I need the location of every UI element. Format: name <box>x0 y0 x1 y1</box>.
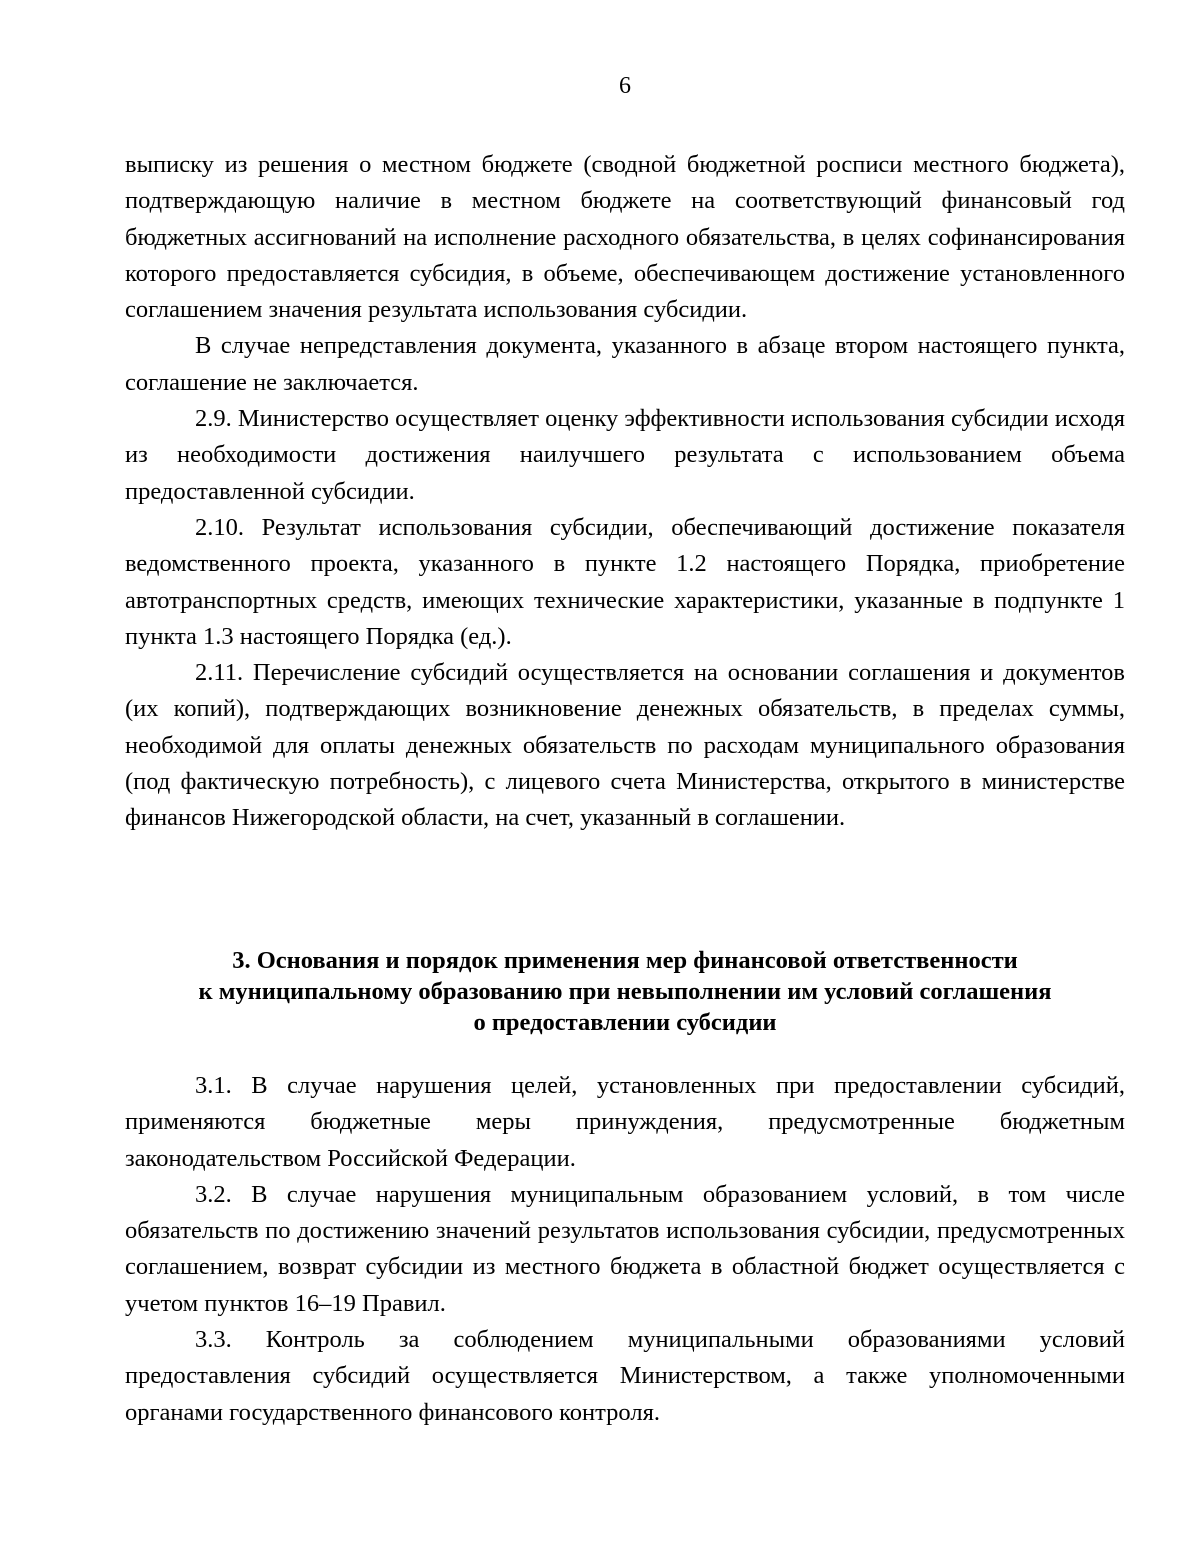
paragraph-3-1: 3.1. В случае нарушения целей, установленных при предоставлении субсидий, применяются бюджетные меры принуждения, предусмотренные бюджетным законодательством Российской Федерации. <box>125 1072 1125 1172</box>
section-2-body <box>125 147 1125 837</box>
paragraph-2-11: 2.11. Перечисление субсидий осуществляется на основании соглашения и документов (их копий), подтверждающих возникновение денежных обязательств, в пределах суммы, необходимой для оплаты денежных обязательств по расходам муниципального образования (под фактическую потребность), с лицевого счета Министерства, открытого в министерстве финансов Нижегородской области, на счет, указанный в соглашении. <box>125 659 1125 832</box>
paragraph-3-2: 3.2. В случае нарушения муниципальным образованием условий, в том числе обязательств по достижению значений результатов использования субсидии, предусмотренных соглашением, возврат субсидии из местного бюджета в областной бюджет осуществляется с учетом пунктов 16–19 Правил. <box>125 1180 1125 1317</box>
paragraph-3-3: 3.3. Контроль за соблюдением муниципальными образованиями условий предоставления субсидий осуществляется Министерством, а также уполномоченными органами государственного финансового контроля. <box>125 1326 1125 1426</box>
paragraph-2-9: 2.9. Министерство осуществляет оценку эффективности использования субсидии исходя из необходимости достижения наилучшего результата с использованием объема предоставленной субсидии. <box>125 405 1125 505</box>
heading-line: 3. Основания и порядок применения мер финансовой ответственности <box>232 947 1018 974</box>
heading-line: о предоставлении субсидии <box>473 1009 777 1036</box>
paragraph-no-document: В случае непредставления документа, указанного в абзаце втором настоящего пункта, соглашение не заключается. <box>125 332 1125 396</box>
heading-line: к муниципальному образованию при невыполнении им условий соглашения <box>198 978 1052 1005</box>
section-3-body <box>125 1068 1125 1431</box>
paragraph-2-10: 2.10. Результат использования субсидии, обеспечивающий достижение показателя ведомственного проекта, указанного в пункте 1.2 настоящего Порядка, приобретение автотранспортных средств, имеющих технические характеристики, указанные в подпункте 1 пункта 1.3 настоящего Порядка (ед.). <box>125 513 1125 650</box>
page-number: 6 <box>619 73 631 99</box>
section-3-heading <box>125 945 1125 1038</box>
paragraph-continuation: выписку из решения о местном бюджете (сводной бюджетной росписи местного бюджета), подтверждающую наличие в местном бюджете на соответствующий финансовый год бюджетных ассигнований на исполнение расходного обязательства, в целях софинансирования которого предоставляется субсидия, в объеме, обеспечивающем достижение установленного соглашением значения результата использования субсидии. <box>125 151 1125 324</box>
